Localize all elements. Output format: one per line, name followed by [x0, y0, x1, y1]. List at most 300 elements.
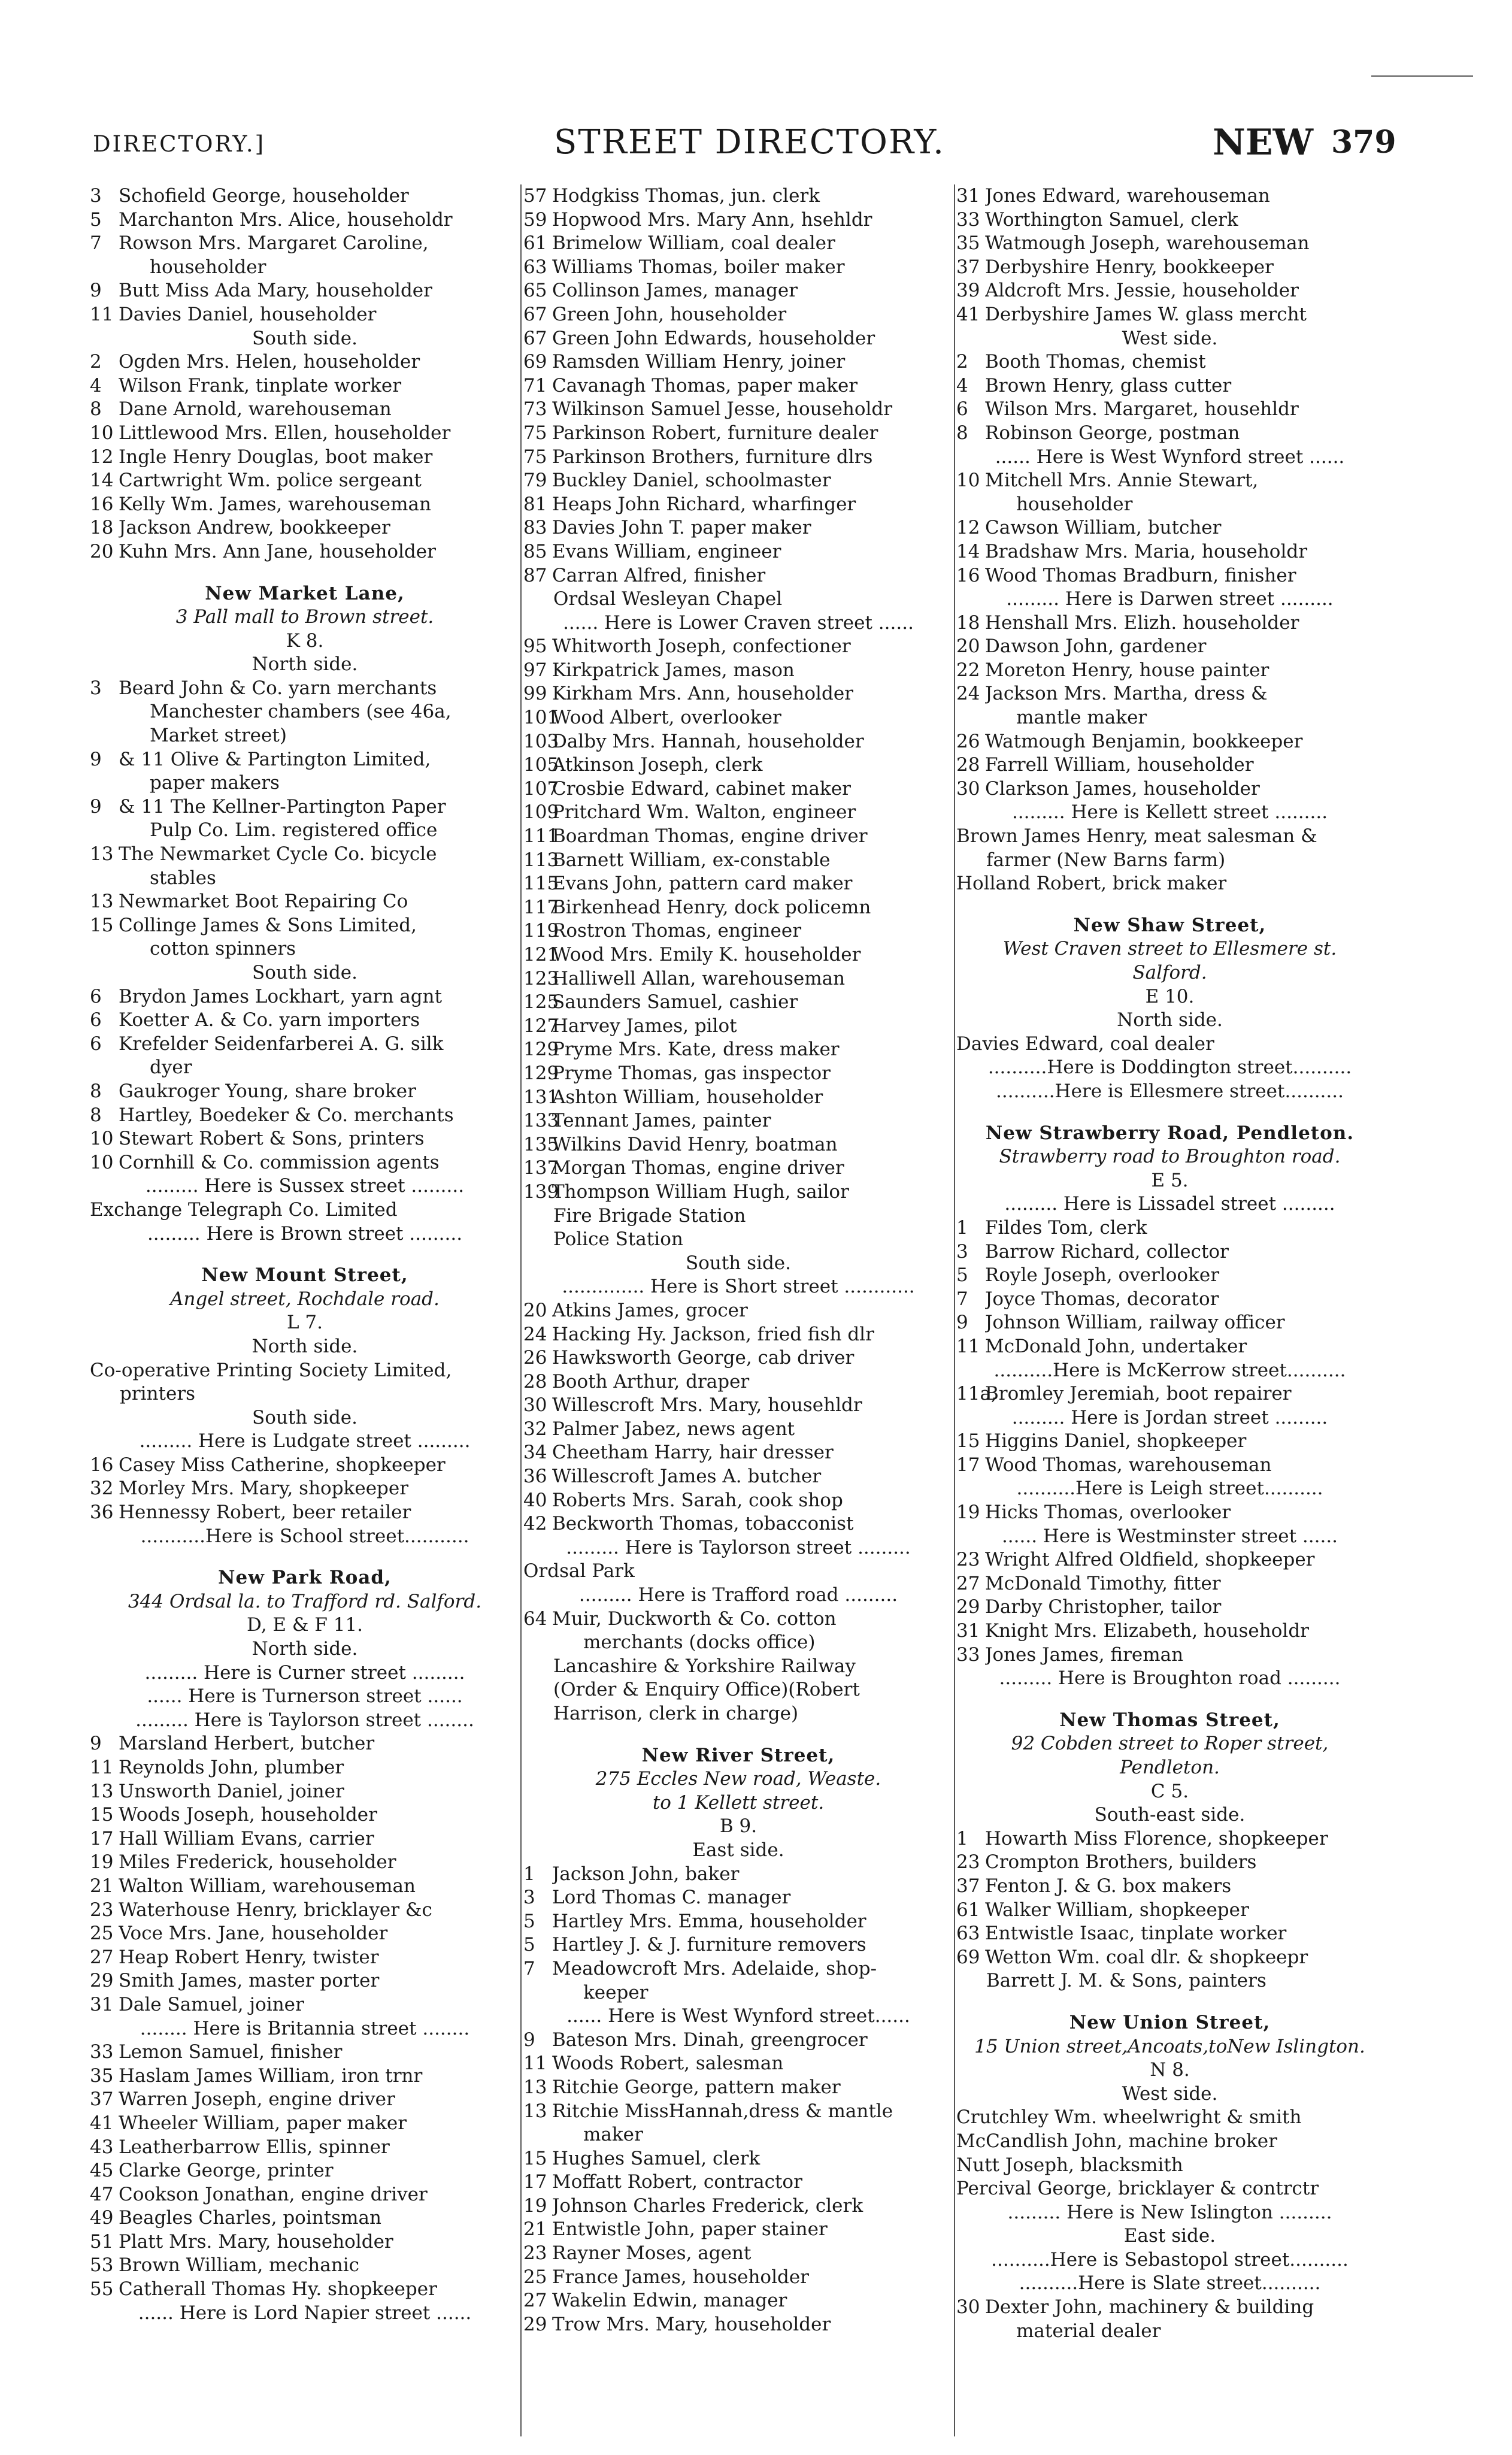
street-heading: New River Street,: [641, 1744, 835, 1766]
entry-text: Newmarket Boot Repairing Co: [119, 891, 408, 913]
cross-street-marker: ..........Here is Ellesmere street..........: [996, 1080, 1344, 1102]
cross-street-marker: ......... Here is Broughton road .........: [999, 1667, 1341, 1690]
house-number: 26: [956, 730, 980, 752]
entry-text: Fildes Tom, clerk: [985, 1216, 1147, 1239]
house-number: 135: [523, 1133, 559, 1155]
directory-entry: [90, 184, 520, 208]
entry-text: Evans John, pattern card maker: [552, 873, 853, 895]
directory-entry: [956, 256, 1383, 280]
house-number: 39: [956, 280, 980, 302]
directory-entry: [956, 659, 1383, 683]
entry-text: Ashton William, householder: [552, 1086, 823, 1108]
entry-text: Dalby Mrs. Hannah, householder: [552, 730, 864, 752]
running-head-left: DIRECTORY.]: [93, 131, 266, 157]
directory-entry: [523, 753, 953, 777]
entry-text: Ramsden William Henry, joiner: [552, 351, 846, 373]
house-number: 24: [523, 1323, 547, 1345]
house-number: 11: [956, 1335, 980, 1357]
directory-entry: [523, 540, 953, 564]
house-number: 109: [523, 801, 559, 824]
house-number: 9: [90, 748, 102, 770]
house-number: 8: [90, 1104, 102, 1126]
map-reference: K 8.: [286, 629, 324, 652]
side-heading: North side.: [252, 1638, 358, 1660]
house-number: 37: [90, 2088, 114, 2111]
side-heading: South side.: [685, 1252, 791, 1274]
directory-entry: [956, 1548, 1383, 1572]
directory-entry: [523, 849, 953, 873]
entry-continuation: dyer: [150, 1057, 192, 1079]
entry-text: Hopwood Mrs. Mary Ann, hsehldr: [552, 208, 872, 231]
house-number: 57: [523, 185, 547, 207]
entry-text: Darby Christopher, tailor: [985, 1596, 1222, 1618]
entry-text: Cornhill & Co. commission agents: [119, 1151, 440, 1173]
house-number: 5: [523, 1910, 535, 1932]
entry-text: Booth Thomas, chemist: [985, 351, 1206, 373]
directory-entry: [523, 1180, 953, 1204]
entry-continuation: Pulp Co. Lim. registered office: [150, 819, 438, 841]
house-number: 3: [90, 185, 102, 207]
house-number: 6: [956, 398, 968, 420]
map-reference: E 10.: [1145, 985, 1195, 1007]
page-header: [93, 122, 1396, 165]
entry-text: Hartley, Boedeker & Co. merchants: [119, 1104, 454, 1126]
house-number: 6: [90, 985, 102, 1007]
street-heading: New Market Lane,: [205, 582, 405, 604]
entry-text: Atkins James, grocer: [552, 1299, 748, 1321]
house-number: 83: [523, 517, 547, 539]
entry-continuation: paper makers: [150, 772, 280, 794]
entry-text: Rostron Thomas, engineer: [552, 920, 802, 942]
entry-text: Knight Mrs. Elizabeth, householdr: [985, 1620, 1309, 1642]
directory-entry: [956, 635, 1383, 659]
entry-text: Wood Albert, overlooker: [552, 707, 781, 729]
house-number: 35: [956, 232, 980, 255]
house-number: 5: [523, 1934, 535, 1956]
house-number: 117: [523, 896, 559, 918]
cross-street-marker: ..........Here is Doddington street..........: [987, 1057, 1352, 1079]
entry-text: Davies John T. paper maker: [552, 517, 811, 539]
entry-text: Reynolds John, plumber: [119, 1757, 344, 1778]
directory-entry: [523, 2147, 953, 2171]
entry-text: Willescroft James A. butcher: [552, 1466, 822, 1488]
entry-text: Koetter A. & Co. yarn importers: [119, 1009, 420, 1031]
directory-entry: [90, 2278, 520, 2302]
directory-entry: [523, 1608, 953, 1631]
directory-entry: [90, 1501, 520, 1525]
house-number: 27: [90, 1946, 114, 1968]
directory-entry: [90, 2230, 520, 2254]
entry-text: Mitchell Mrs. Annie Stewart,: [985, 470, 1259, 492]
house-number: 23: [90, 1899, 114, 1921]
entry-text: Rowson Mrs. Margaret Caroline,: [119, 232, 429, 255]
house-number: 19: [523, 2194, 547, 2217]
entry-text: Birkenhead Henry, dock policemn: [552, 896, 871, 918]
directory-entry: [90, 1899, 520, 1923]
house-number: 119: [523, 920, 559, 942]
cross-street-marker: .............. Here is Short street ............: [562, 1276, 915, 1298]
entry-text: Brydon James Lockhart, yarn agnt: [119, 985, 443, 1007]
cross-street-marker: ......... Here is New Islington .........: [1007, 2201, 1332, 2223]
entry-text: Dale Samuel, joiner: [119, 1993, 304, 2015]
street-route: 92 Cobden street to Roper street,: [1011, 1733, 1329, 1755]
entry-text: Davies Daniel, householder: [119, 303, 377, 325]
house-number: 11: [523, 2053, 547, 2075]
directory-entry: [523, 2218, 953, 2242]
entry-text: Boardman Thomas, engine driver: [552, 825, 868, 847]
directory-entry: [523, 2242, 953, 2266]
cross-street-marker: ......... Here is Jordan street .........: [1011, 1406, 1328, 1428]
entry-text: Ritchie George, pattern maker: [552, 2076, 841, 2098]
entry-text: Cheetham Harry, hair dresser: [552, 1442, 834, 1464]
side-heading: West side.: [1122, 327, 1218, 349]
column-divider: [520, 184, 522, 2436]
entry-text: Heap Robert Henry, twister: [119, 1946, 379, 1968]
directory-entry: [523, 1910, 953, 1934]
directory-entry: [90, 469, 520, 493]
house-number: 13: [90, 891, 114, 913]
directory-entry: [90, 1033, 520, 1057]
house-number: 6: [90, 1009, 102, 1031]
cross-street-marker: ......... Here is Ludgate street .........: [139, 1430, 471, 1452]
house-number: 59: [523, 208, 547, 231]
house-number: 14: [956, 540, 980, 562]
entry-text: Trow Mrs. Mary, householder: [552, 2313, 831, 2335]
directory-entry: [523, 2289, 953, 2313]
house-number: 9: [90, 795, 102, 818]
directory-entry: [90, 1151, 520, 1175]
entry-text: Willescroft Mrs. Mary, househldr: [552, 1394, 862, 1416]
directory-entry: [90, 1969, 520, 1993]
entry-text: Marchanton Mrs. Alice, householdr: [119, 208, 453, 231]
directory-entry: [523, 2266, 953, 2290]
house-number: 33: [956, 208, 980, 231]
directory-entry: [90, 350, 520, 374]
house-number: 121: [523, 944, 559, 965]
directory-entry: [523, 1418, 953, 1442]
entry-text: Wilkinson Samuel Jesse, householdr: [552, 398, 893, 420]
house-number: 36: [523, 1466, 547, 1488]
entry-text: Hicks Thomas, overlooker: [985, 1502, 1231, 1524]
house-number: 15: [523, 2147, 547, 2169]
entry-text: Catherall Thomas Hy. shopkeeper: [119, 2278, 437, 2300]
entry-text: Green John Edwards, householder: [552, 327, 875, 349]
entry-text: Hartley Mrs. Emma, householder: [552, 1910, 866, 1932]
entry-line: Harrison, clerk in charge): [553, 1703, 799, 1724]
entry-text: Jones James, fireman: [985, 1643, 1184, 1666]
entry-text: Kirkpatrick James, mason: [552, 659, 795, 681]
entry-line: Davies Edward, coal dealer: [956, 1033, 1214, 1055]
directory-entry: [523, 1441, 953, 1465]
house-number: 26: [523, 1347, 547, 1369]
directory-entry: [523, 1394, 953, 1418]
directory-entry: [523, 493, 953, 517]
directory-entry: [956, 1619, 1383, 1643]
directory-entry: [523, 2171, 953, 2194]
house-number: 31: [90, 1993, 114, 2015]
entry-text: Brown Henry, glass cutter: [985, 374, 1232, 396]
entry-text: Watmough Joseph, warehouseman: [985, 232, 1310, 255]
entry-text: Ritchie MissHannah,dress & mantle: [552, 2100, 893, 2122]
directory-entry: [956, 1899, 1383, 1923]
house-number: 79: [523, 470, 547, 492]
side-heading: South side.: [252, 962, 357, 983]
house-number: 9: [90, 280, 102, 302]
directory-entry: [956, 2296, 1383, 2320]
entry-text: Cawson William, butcher: [985, 517, 1222, 539]
house-number: 36: [90, 1502, 114, 1524]
entry-text: & 11 The Kellner-Partington Paper: [119, 795, 446, 818]
house-number: 17: [956, 1454, 980, 1476]
directory-entry: [90, 1454, 520, 1478]
house-number: 133: [523, 1110, 559, 1132]
directory-entry: [956, 777, 1383, 801]
directory-entry: [90, 422, 520, 446]
directory-entry: [523, 564, 953, 588]
directory-entry: [90, 540, 520, 564]
directory-entry: [523, 730, 953, 754]
house-number: 42: [523, 1513, 547, 1535]
directory-entry: [90, 1827, 520, 1851]
entry-text: Hawksworth George, cab driver: [552, 1347, 855, 1369]
street-heading: New Union Street,: [1069, 2011, 1271, 2033]
directory-entry: [523, 398, 953, 422]
entry-text: Walker William, shopkeeper: [985, 1899, 1249, 1921]
house-number: 7: [956, 1288, 968, 1310]
house-number: 5: [956, 1264, 968, 1286]
directory-entry: [956, 1875, 1383, 1899]
entry-text: Lemon Samuel, finisher: [119, 2041, 343, 2063]
entry-continuation: Manchester chambers (see 46a,: [150, 701, 452, 723]
house-number: 3: [956, 1240, 968, 1263]
entry-text: Wheeler William, paper maker: [119, 2112, 407, 2134]
directory-entry: [90, 1875, 520, 1899]
top-rule: [1371, 75, 1473, 77]
directory-entry: [523, 1038, 953, 1062]
house-number: 28: [956, 754, 980, 776]
directory-entry: [956, 1572, 1383, 1596]
entry-text: Dexter John, machinery & building: [985, 2296, 1314, 2318]
house-number: 8: [90, 398, 102, 420]
directory-entry: [523, 2029, 953, 2053]
cross-street-marker: ......... Here is Lissadel street .........: [1004, 1193, 1335, 1215]
directory-entry: [523, 2313, 953, 2337]
running-head-word: NEW: [1213, 122, 1313, 164]
entry-line: Holland Robert, brick maker: [956, 873, 1227, 895]
side-heading: South side.: [252, 327, 357, 349]
directory-entry: [523, 825, 953, 849]
directory-entry: [956, 303, 1383, 327]
page-number: 379: [1331, 124, 1396, 161]
directory-entry: [90, 493, 520, 517]
directory-entry: [523, 1346, 953, 1370]
directory-entry: [956, 682, 1383, 706]
house-number: 37: [956, 1875, 980, 1897]
map-reference: B 9.: [719, 1815, 757, 1838]
entry-text: Pryme Mrs. Kate, dress maker: [552, 1039, 840, 1061]
house-number: 20: [523, 1299, 547, 1321]
directory-entry: [523, 446, 953, 470]
directory-entry: [90, 374, 520, 398]
entry-text: Hartley J. & J. furniture removers: [552, 1934, 866, 1956]
entry-continuation: cotton spinners: [150, 938, 296, 960]
entry-text: Bromley Jeremiah, boot repairer: [985, 1383, 1292, 1405]
directory-entry: [956, 398, 1383, 422]
directory-entry: [523, 2076, 953, 2100]
entry-text: Tennant James, painter: [552, 1110, 771, 1132]
entry-text: McDonald John, undertaker: [985, 1335, 1247, 1357]
directory-entry: [90, 1946, 520, 1970]
directory-entry: [90, 890, 520, 914]
entry-text: Henshall Mrs. Elizh. householder: [985, 612, 1299, 634]
directory-entry: [90, 2112, 520, 2136]
entry-line: Nutt Joseph, blacksmith: [956, 2154, 1183, 2176]
entry-text: Cavanagh Thomas, paper maker: [552, 374, 858, 396]
house-number: 37: [956, 256, 980, 278]
directory-entry: [523, 256, 953, 280]
house-number: 75: [523, 422, 547, 444]
entry-text: Wood Thomas, warehouseman: [985, 1454, 1272, 1476]
house-number: 97: [523, 659, 547, 681]
entry-text: Hodgkiss Thomas, jun. clerk: [552, 185, 820, 207]
entry-text: Smith James, master porter: [119, 1970, 380, 1992]
house-number: 7: [90, 232, 102, 255]
cross-street-marker: ...... Here is West Wynford street ......: [995, 446, 1345, 468]
directory-entry: [90, 1127, 520, 1151]
entry-text: Howarth Miss Florence, shopkeeper: [985, 1827, 1328, 1849]
house-number: 13: [90, 843, 114, 865]
entry-text: Royle Joseph, overlooker: [985, 1264, 1220, 1286]
entry-text: Carran Alfred, finisher: [552, 564, 766, 586]
cross-street-marker: ......... Here is Curner street .........: [144, 1661, 465, 1684]
house-number: 139: [523, 1180, 559, 1203]
entry-text: Waterhouse Henry, bricklayer &c: [119, 1899, 432, 1921]
entry-text: Beckworth Thomas, tobacconist: [552, 1513, 854, 1535]
directory-entry: [956, 232, 1383, 256]
entry-text: Lord Thomas C. manager: [552, 1887, 791, 1909]
house-number: 33: [956, 1643, 980, 1666]
directory-entry: [523, 1886, 953, 1910]
house-number: 29: [90, 1970, 114, 1992]
directory-entry: [523, 516, 953, 540]
entry-continuation: mantle maker: [1016, 707, 1147, 729]
cross-street-marker: ...... Here is Lower Craven street ......: [563, 612, 914, 634]
house-number: 22: [956, 659, 980, 681]
directory-entry: [90, 232, 520, 256]
entry-text: McDonald Timothy, fitter: [985, 1572, 1221, 1594]
house-number: 19: [90, 1851, 114, 1873]
entry-text: Wood Thomas Bradburn, finisher: [985, 564, 1296, 586]
house-number: 27: [956, 1572, 980, 1594]
house-number: 85: [523, 540, 547, 562]
house-number: 103: [523, 730, 559, 752]
entry-text: Wilkins David Henry, boatman: [552, 1133, 838, 1155]
directory-entry: [90, 2088, 520, 2112]
street-heading: New Mount Street,: [201, 1264, 408, 1286]
house-number: 41: [90, 2112, 114, 2134]
directory-entry: [523, 469, 953, 493]
directory-entry: [956, 753, 1383, 777]
directory-entry: [523, 777, 953, 801]
entry-text: Clarkson James, householder: [985, 777, 1260, 800]
house-number: 81: [523, 493, 547, 515]
house-number: 41: [956, 303, 980, 325]
entry-text: Woods Robert, salesman: [552, 2053, 784, 2075]
entry-text: Wakelin Edwin, manager: [552, 2290, 787, 2312]
house-number: 61: [523, 232, 547, 255]
house-number: 30: [523, 1394, 547, 1416]
entry-text: Brown William, mechanic: [119, 2254, 359, 2277]
entry-line: Co-operative Printing Society Limited,: [90, 1359, 452, 1381]
map-reference: L 7.: [286, 1312, 323, 1334]
house-number: 23: [956, 1549, 980, 1571]
house-number: 67: [523, 327, 547, 349]
directory-entry: [956, 469, 1383, 493]
entry-text: Krefelder Seidenfarberei A. G. silk: [119, 1033, 444, 1055]
street-route: Strawberry road to Broughton road.: [999, 1146, 1341, 1168]
entry-line: Ordsal Park: [523, 1560, 635, 1582]
directory-entry: [523, 1465, 953, 1489]
entry-line: Crutchley Wm. wheelwright & smith: [956, 2106, 1302, 2129]
house-number: 10: [90, 422, 114, 444]
entry-text: Jones Edward, warehouseman: [985, 185, 1270, 207]
entry-text: Watmough Benjamin, bookkeeper: [985, 730, 1303, 752]
entry-text: Jackson John, baker: [552, 1863, 740, 1885]
directory-entry: [523, 706, 953, 730]
directory-entry: [956, 1501, 1383, 1525]
entry-text: Johnson Charles Frederick, clerk: [552, 2194, 863, 2217]
cross-street-marker: ......... Here is Taylorson street .........: [566, 1536, 911, 1558]
entry-text: Entwistle Isaac, tinplate worker: [985, 1923, 1287, 1945]
street-heading: New Park Road,: [218, 1567, 392, 1589]
entry-text: Schofield George, householder: [119, 185, 409, 207]
cross-street-marker: ......... Here is Sussex street .........: [145, 1175, 465, 1197]
entry-line: Exchange Telegraph Co. Limited: [90, 1198, 398, 1221]
house-number: 12: [956, 517, 980, 539]
entry-text: Wood Mrs. Emily K. householder: [552, 944, 861, 965]
house-number: 137: [523, 1157, 559, 1179]
directory-entry: [956, 1454, 1383, 1478]
directory-entry: [523, 1109, 953, 1133]
entry-text: Palmer Jabez, news agent: [552, 1418, 795, 1440]
entry-text: Atkinson Joseph, clerk: [552, 754, 763, 776]
entry-text: Fenton J. & G. box makers: [985, 1875, 1232, 1897]
directory-entry: [90, 1756, 520, 1780]
entry-text: Robinson George, postman: [985, 422, 1240, 444]
side-heading: North side.: [1117, 1009, 1223, 1031]
cross-street-marker: ......... Here is Darwen street .........: [1006, 588, 1334, 610]
house-number: 32: [523, 1418, 547, 1440]
house-number: 101: [523, 707, 559, 729]
directory-entry: [90, 516, 520, 540]
house-number: 105: [523, 754, 559, 776]
entry-text: Collinge James & Sons Limited,: [119, 914, 417, 936]
entry-text: Crompton Brothers, builders: [985, 1851, 1257, 1873]
directory-entry: [90, 2064, 520, 2088]
house-number: 28: [523, 1370, 547, 1393]
house-number: 33: [90, 2041, 114, 2063]
map-reference: C 5.: [1150, 1780, 1189, 1802]
directory-entry: [956, 208, 1383, 232]
directory-entry: [90, 1009, 520, 1033]
directory-entry: [956, 184, 1383, 208]
house-number: 9: [523, 2029, 535, 2051]
directory-columns: [90, 184, 1383, 2436]
entry-text: Dawson John, gardener: [985, 635, 1207, 658]
entry-text: Ogden Mrs. Helen, householder: [119, 351, 420, 373]
cross-street-marker: ......... Here is Kellett street .........: [1011, 801, 1328, 824]
entry-text: Kelly Wm. James, warehouseman: [119, 493, 431, 515]
